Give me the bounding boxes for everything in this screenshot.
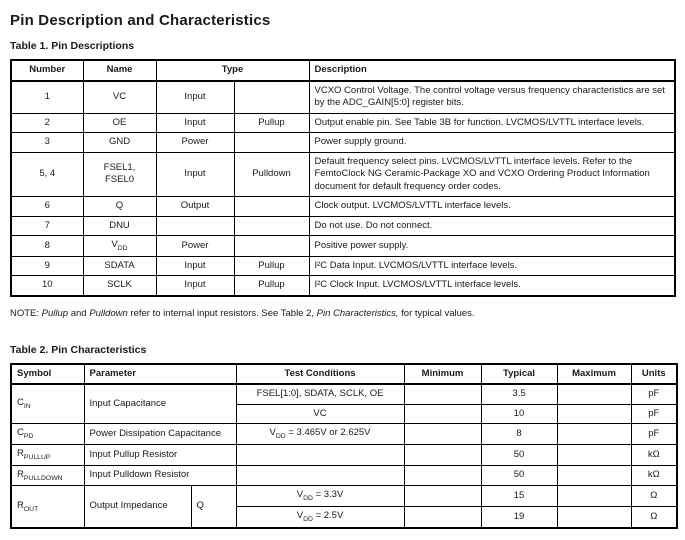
table-cell: $R_{PULLDOWN}$ [11, 465, 84, 486]
table-cell: 1 [11, 81, 83, 114]
table-cell [557, 424, 631, 445]
table-cell: 8 [11, 236, 83, 257]
table-row [11, 133, 675, 153]
table1-body [11, 81, 675, 296]
table-cell: FSEL[1:0], SDATA, SCLK, OE [236, 384, 404, 404]
table-cell: 10 [481, 404, 557, 424]
table-cell: Power Dissipation Capacitance [84, 424, 236, 445]
table-cell: Input Pullup Resistor [84, 444, 236, 465]
table-cell: I²C Clock Input. LVCMOS/LVTTL interface levels. [309, 276, 675, 296]
column-header: Typical [481, 364, 557, 385]
table-cell: Input Pulldown Resistor [84, 465, 236, 486]
table-row [11, 384, 677, 404]
table-cell: $V_{DD} = 3.465V$ or 2.625V [236, 424, 404, 445]
table2-caption: Table 2. Pin Characteristics [10, 343, 147, 356]
column-header: Minimum [404, 364, 481, 385]
table-cell: Input Capacitance [84, 384, 236, 424]
table-row [11, 152, 675, 197]
table-cell: Clock output. LVCMOS/LVTTL interface levels. [309, 197, 675, 217]
table-cell: pF [631, 384, 677, 404]
table1-header-row [11, 60, 675, 81]
table-cell: SCLK [83, 276, 156, 296]
table-cell: Pullup [234, 256, 309, 276]
table-cell: Power [156, 133, 234, 153]
table-cell: $C_{IN}$ [11, 384, 84, 424]
table-cell: SDATA [83, 256, 156, 276]
table-cell: OE [83, 113, 156, 133]
pin-characteristics-table [10, 363, 678, 529]
table-cell: FSEL1, FSEL0 [83, 152, 156, 197]
table-cell: $V_{DD}$ [83, 236, 156, 257]
table-cell [234, 81, 309, 114]
pin-descriptions-table [10, 59, 676, 297]
table-cell [234, 236, 309, 257]
table-cell: 3 [11, 133, 83, 153]
table-cell: 2 [11, 113, 83, 133]
table-row [11, 444, 677, 465]
table-cell: kΩ [631, 444, 677, 465]
table-row [11, 486, 677, 507]
table-cell: Output enable pin. See Table 3B for function. LVCMOS/LVTTL interface levels. [309, 113, 675, 133]
table-cell [557, 465, 631, 486]
table-cell: Default frequency select pins. LVCMOS/LVTTL interface levels. Refer to the FemtoClock NG Ceramic-Package XO and VCXO Ordering Product Information document for default frequency order codes. [309, 152, 675, 197]
table-cell: GND [83, 133, 156, 153]
column-header: Parameter [84, 364, 236, 385]
table-row [11, 236, 675, 257]
table-cell: Ω [631, 486, 677, 507]
table-cell: 10 [11, 276, 83, 296]
table-cell: 8 [481, 424, 557, 445]
table-cell: Pullup [234, 113, 309, 133]
table-cell [156, 216, 234, 236]
table-cell [404, 465, 481, 486]
table-cell: kΩ [631, 465, 677, 486]
table-cell: Input [156, 276, 234, 296]
table-row [11, 81, 675, 114]
table-cell: Q [83, 197, 156, 217]
table-cell: DNU [83, 216, 156, 236]
table-cell: 50 [481, 465, 557, 486]
table-cell [557, 384, 631, 404]
table-cell [236, 465, 404, 486]
column-header: Symbol [11, 364, 84, 385]
column-header: Number [11, 60, 83, 81]
table-cell: 15 [481, 486, 557, 507]
table-cell: 5, 4 [11, 152, 83, 197]
table-cell: Pulldown [234, 152, 309, 197]
table-cell: Positive power supply. [309, 236, 675, 257]
table-cell: 9 [11, 256, 83, 276]
table-cell [236, 444, 404, 465]
table-cell: VC [83, 81, 156, 114]
table1-caption: Table 1. Pin Descriptions [10, 40, 135, 52]
table-cell: Power [156, 236, 234, 257]
table-cell: Input [156, 256, 234, 276]
table-cell: Output Impedance [84, 486, 191, 528]
table-cell [404, 444, 481, 465]
column-header: Type [156, 60, 309, 81]
table-row [11, 113, 675, 133]
table-cell: Ω [631, 507, 677, 528]
table-row [11, 256, 675, 276]
table-row [11, 424, 677, 445]
table-cell [557, 507, 631, 528]
table-cell [234, 197, 309, 217]
table-cell: pF [631, 404, 677, 424]
table-cell: 19 [481, 507, 557, 528]
table2-header-row [11, 364, 677, 385]
table-row [11, 465, 677, 486]
table-cell: $R_{PULLUP}$ [11, 444, 84, 465]
table-cell: Output [156, 197, 234, 217]
table-cell: pF [631, 424, 677, 445]
table-cell [404, 424, 481, 445]
table-cell [557, 404, 631, 424]
table-row [11, 197, 675, 217]
table-cell [404, 507, 481, 528]
table-cell: Power supply ground. [309, 133, 675, 153]
column-header: Name [83, 60, 156, 81]
table-cell [234, 133, 309, 153]
table-cell [234, 216, 309, 236]
table-cell [404, 486, 481, 507]
column-header: Description [309, 60, 675, 81]
table-cell: Do not use. Do not connect. [309, 216, 675, 236]
table-cell: VCXO Control Voltage. The control voltage versus frequency characteristics are set by the ADC_GAIN[5:0] register bits. [309, 81, 675, 114]
table-cell: Input [156, 113, 234, 133]
table-row [11, 276, 675, 296]
table-cell: Pullup [234, 276, 309, 296]
table-cell [404, 404, 481, 424]
table2-body [11, 384, 677, 528]
table-cell: $V_{DD} = 2.5V$ [236, 507, 404, 528]
column-header: Maximum [557, 364, 631, 385]
table-cell: Input [156, 81, 234, 114]
table-cell: 7 [11, 216, 83, 236]
table1-note: NOTE: Pullup and Pulldown refer to internal input resistors. See Table 2, Pin Characteristics, for typical values. [10, 307, 475, 319]
page-title: Pin Description and Characteristics [10, 12, 271, 29]
table-cell: $R_{OUT}$ [11, 486, 84, 528]
table-cell: $V_{DD} = 3.3V$ [236, 486, 404, 507]
table-row [11, 216, 675, 236]
table-cell: $C_{PD}$ [11, 424, 84, 445]
table-cell: I²C Data Input. LVCMOS/LVTTL interface levels. [309, 256, 675, 276]
table-cell: Q [191, 486, 236, 528]
column-header: Test Conditions [236, 364, 404, 385]
table-cell [557, 486, 631, 507]
table-cell: Input [156, 152, 234, 197]
table-cell: VC [236, 404, 404, 424]
table-row [11, 364, 677, 385]
column-header: Units [631, 364, 677, 385]
table-cell: 3.5 [481, 384, 557, 404]
table-row [11, 60, 675, 81]
table-cell [404, 384, 481, 404]
table-cell: 50 [481, 444, 557, 465]
table-cell: 6 [11, 197, 83, 217]
table-cell [557, 444, 631, 465]
